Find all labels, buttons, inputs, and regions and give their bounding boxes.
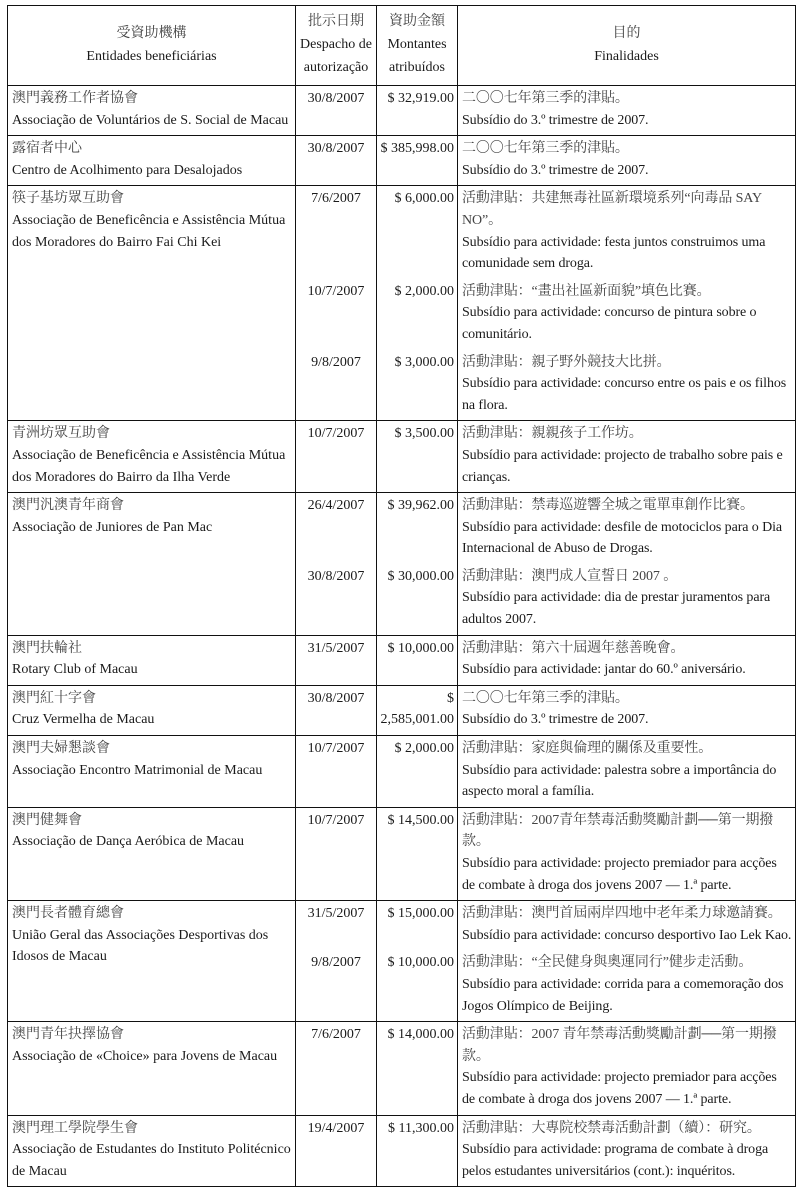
- table-row: [8, 186, 796, 279]
- purpose-zh: 活動津貼：禁毒巡遊響全城之電單車創作比賽。: [462, 498, 754, 514]
- organization-name-zh: 澳門健舞會: [12, 812, 82, 828]
- authorization-date: 26/4/2007: [296, 493, 377, 564]
- authorization-date: 7/6/2007: [296, 1022, 377, 1115]
- purpose-pt: Subsídio do 3.º trimestre de 2007.: [462, 712, 649, 728]
- organization-name-zh: 澳門夫婦懇談會: [12, 741, 110, 757]
- purpose-pt: Subsídio para actividade: programa de combate à droga pelos estudantes universitários (cont.): inquéritos.: [462, 1142, 769, 1179]
- organization-name-zh: 青洲坊眾互助會: [12, 426, 110, 442]
- purpose-cell: [458, 564, 796, 635]
- header-date-pt1: Despacho de: [300, 37, 372, 52]
- table-body: [8, 86, 796, 1187]
- organization-name-pt: Associação de «Choice» para Jovens de Macau: [12, 1048, 278, 1064]
- amount: $ 11,300.00: [377, 1115, 458, 1187]
- amount: $ 6,000.00: [377, 186, 458, 279]
- purpose-pt: Subsídio para actividade: palestra sobre a importância do aspecto moral a família.: [462, 762, 777, 800]
- amount: $ 10,000.00: [377, 635, 458, 685]
- table-header: [8, 6, 796, 86]
- header-purpose-zh: 目的: [612, 25, 641, 41]
- table-row: [8, 901, 796, 951]
- amount: $ 2,000.00: [377, 736, 458, 808]
- purpose-pt: Subsídio para actividade: projecto de trabalho sobre pais e crianças.: [462, 447, 783, 485]
- header-amount-pt2: atribuídos: [389, 60, 445, 75]
- organization-cell: [8, 421, 296, 493]
- organization-name-pt: Associação de Beneficência e Assistência Mútua dos Moradores do Bairro da Ilha Verde: [12, 447, 286, 485]
- amount: $ 30,000.00: [377, 564, 458, 635]
- purpose-zh: 活動津貼：共建無毒社區新環境系列“向毒品 SAY NO”。: [462, 191, 762, 228]
- purpose-cell: [458, 186, 796, 279]
- header-amount: [377, 6, 458, 86]
- purpose-zh: 活動津貼：澳門首屆兩岸四地中老年柔力球邀請賽。: [462, 906, 782, 922]
- purpose-zh: 活動津貼：“全民健身與奧運同行”健步走活動。: [462, 955, 753, 971]
- organization-cell: [8, 685, 296, 735]
- table-row: [8, 86, 796, 136]
- purpose-zh: 活動津貼：親子野外競技大比拼。: [462, 354, 671, 370]
- purpose-cell: [458, 421, 796, 493]
- table-row: [8, 1022, 796, 1115]
- organization-name-zh: 筷子基坊眾互助會: [12, 191, 124, 207]
- table-row: [8, 807, 796, 900]
- amount: $ 3,500.00: [377, 421, 458, 493]
- organization-name-zh: 澳門義務工作者協會: [12, 91, 138, 106]
- amount: $ 14,500.00: [377, 807, 458, 900]
- header-organization: [8, 6, 296, 86]
- organization-name-pt: Associação de Beneficência e Assistência Mútua dos Moradores do Bairro Fai Chi Kei: [12, 212, 286, 250]
- purpose-pt: Subsídio para actividade: projecto premiador para acções de combate à droga dos jovens 2007 — 1.ª parte.: [462, 1070, 777, 1107]
- table-row: [8, 136, 796, 186]
- organization-cell: [8, 186, 296, 421]
- purpose-pt: Subsídio do 3.º trimestre de 2007.: [462, 112, 649, 128]
- purpose-pt: Subsídio para actividade: concurso entre os pais e os filhos na flora.: [462, 376, 787, 413]
- header-date-pt2: autorização: [303, 60, 369, 75]
- table-row: [8, 685, 796, 735]
- organization-name-pt: Associação de Estudantes do Instituto Politécnico de Macau: [12, 1142, 291, 1179]
- organization-name-pt: Associação de Dança Aeróbica de Macau: [12, 834, 245, 850]
- purpose-cell: [458, 901, 796, 951]
- purpose-cell: [458, 685, 796, 735]
- table-row: [8, 421, 796, 493]
- authorization-date: 10/7/2007: [296, 421, 377, 493]
- organization-cell: [8, 1022, 296, 1115]
- organization-name-zh: 露宿者中心: [12, 141, 82, 157]
- purpose-cell: [458, 350, 796, 421]
- purpose-cell: [458, 136, 796, 186]
- organization-name-pt: União Geral das Associações Desportivas dos Idosos de Macau: [12, 927, 269, 965]
- purpose-zh: 二〇〇七年第三季的津貼。: [462, 690, 629, 706]
- table-row: [8, 493, 796, 564]
- organization-name-pt: Rotary Club of Macau: [12, 662, 138, 678]
- purpose-zh: 活動津貼：“畫出社區新面貌”填色比賽。: [462, 283, 711, 299]
- purpose-zh: 活動津貼：家庭與倫理的關係及重要性。: [462, 741, 713, 757]
- purpose-zh: 活動津貼：親親孩子工作坊。: [462, 426, 643, 442]
- header-purpose: [458, 6, 796, 86]
- organization-cell: [8, 736, 296, 808]
- organization-cell: [8, 635, 296, 685]
- authorization-date: 31/5/2007: [296, 901, 377, 951]
- subsidy-table: [7, 5, 796, 1187]
- organization-name-pt: Associação Encontro Matrimonial de Macau: [12, 762, 263, 778]
- purpose-zh: 活動津貼：第六十屆週年慈善晚會。: [462, 640, 685, 656]
- organization-cell: [8, 901, 296, 1022]
- purpose-pt: Subsídio para actividade: festa juntos construimos uma comunidade sem droga.: [462, 234, 766, 272]
- authorization-date: 30/8/2007: [296, 564, 377, 635]
- authorization-date: 10/7/2007: [296, 736, 377, 808]
- amount: $ 15,000.00: [377, 901, 458, 951]
- purpose-cell: [458, 279, 796, 350]
- authorization-date: 9/8/2007: [296, 950, 377, 1021]
- header-purpose-pt: Finalidades: [594, 48, 659, 64]
- amount: $ 32,919.00: [377, 86, 458, 136]
- authorization-date: 10/7/2007: [296, 279, 377, 350]
- organization-name-pt: Cruz Vermelha de Macau: [12, 712, 155, 728]
- organization-cell: [8, 86, 296, 136]
- purpose-pt: Subsídio para actividade: dia de prestar juramentos para adultos 2007.: [462, 590, 771, 628]
- purpose-pt: Subsídio para actividade: jantar do 60.º aniversário.: [462, 662, 746, 678]
- header-org-zh: 受資助機構: [116, 25, 187, 41]
- amount: $ 3,000.00: [377, 350, 458, 421]
- purpose-pt: Subsídio para actividade: desfile de motociclos para o Dia Internacional de Abuso de Drogas.: [462, 519, 782, 557]
- organization-name-zh: 澳門理工學院學生會: [12, 1120, 138, 1136]
- table-row: [8, 635, 796, 685]
- purpose-cell: [458, 807, 796, 900]
- amount: $ 14,000.00: [377, 1022, 458, 1115]
- amount: $ 2,585,001.00: [377, 685, 458, 735]
- authorization-date: 30/8/2007: [296, 685, 377, 735]
- organization-name-pt: Associação de Voluntários de S. Social de Macau: [12, 112, 289, 128]
- purpose-cell: [458, 736, 796, 808]
- header-amount-zh: 資助金額: [389, 14, 445, 29]
- amount: $ 39,962.00: [377, 493, 458, 564]
- purpose-cell: [458, 1022, 796, 1115]
- authorization-date: 30/8/2007: [296, 86, 377, 136]
- organization-name-zh: 澳門扶輪社: [12, 640, 82, 656]
- organization-cell: [8, 136, 296, 186]
- header-date: [296, 6, 377, 86]
- header-date-zh: 批示日期: [308, 14, 364, 29]
- purpose-cell: [458, 635, 796, 685]
- organization-name-pt: Associação de Juniores de Pan Mac: [12, 519, 213, 535]
- purpose-zh: 二〇〇七年第三季的津貼。: [462, 141, 629, 157]
- organization-cell: [8, 807, 296, 900]
- purpose-zh: 活動津貼：澳門成人宣誓日 2007 。: [462, 568, 678, 584]
- amount: $ 10,000.00: [377, 950, 458, 1021]
- amount: $ 385,998.00: [377, 136, 458, 186]
- authorization-date: 9/8/2007: [296, 350, 377, 421]
- organization-name-pt: Centro de Acolhimento para Desalojados: [12, 162, 243, 178]
- organization-cell: [8, 493, 296, 636]
- header-org-pt: Entidades beneficiárias: [86, 48, 217, 64]
- authorization-date: 31/5/2007: [296, 635, 377, 685]
- purpose-cell: [458, 86, 796, 136]
- organization-name-zh: 澳門紅十字會: [12, 690, 96, 706]
- purpose-zh: 活動津貼：大專院校禁毒活動計劃（續）：研究。: [462, 1120, 761, 1136]
- purpose-pt: Subsídio para actividade: projecto premiador para acções de combate à droga dos jovens 2007 — 1.ª parte.: [462, 856, 777, 893]
- purpose-pt: Subsídio para actividade: concurso de pintura sobre o comunitário.: [462, 305, 757, 342]
- purpose-pt: Subsídio para actividade: corrida para a comemoração dos Jogos Olímpico de Beijing.: [462, 976, 784, 1014]
- authorization-date: 30/8/2007: [296, 136, 377, 186]
- amount: $ 2,000.00: [377, 279, 458, 350]
- purpose-pt: Subsídio para actividade: concurso desportivo Iao Lek Kao.: [462, 927, 792, 943]
- authorization-date: 19/4/2007: [296, 1115, 377, 1187]
- purpose-cell: [458, 950, 796, 1021]
- organization-name-zh: 澳門長者體育總會: [12, 906, 124, 922]
- table-row: [8, 736, 796, 808]
- authorization-date: 10/7/2007: [296, 807, 377, 900]
- purpose-zh: 活動津貼：2007青年禁毒活動獎勵計劃──第一期撥款。: [462, 812, 774, 850]
- organization-name-zh: 澳門汎澳青年商會: [12, 498, 124, 514]
- purpose-cell: [458, 493, 796, 564]
- purpose-zh: 活動津貼：2007 青年禁毒活動獎勵計劃──第一期撥款。: [462, 1027, 777, 1064]
- purpose-zh: 二〇〇七年第三季的津貼。: [462, 91, 629, 106]
- purpose-pt: Subsídio do 3.º trimestre de 2007.: [462, 162, 649, 178]
- organization-name-zh: 澳門青年抉擇協會: [12, 1027, 124, 1043]
- authorization-date: 7/6/2007: [296, 186, 377, 279]
- header-amount-pt1: Montantes: [387, 37, 447, 52]
